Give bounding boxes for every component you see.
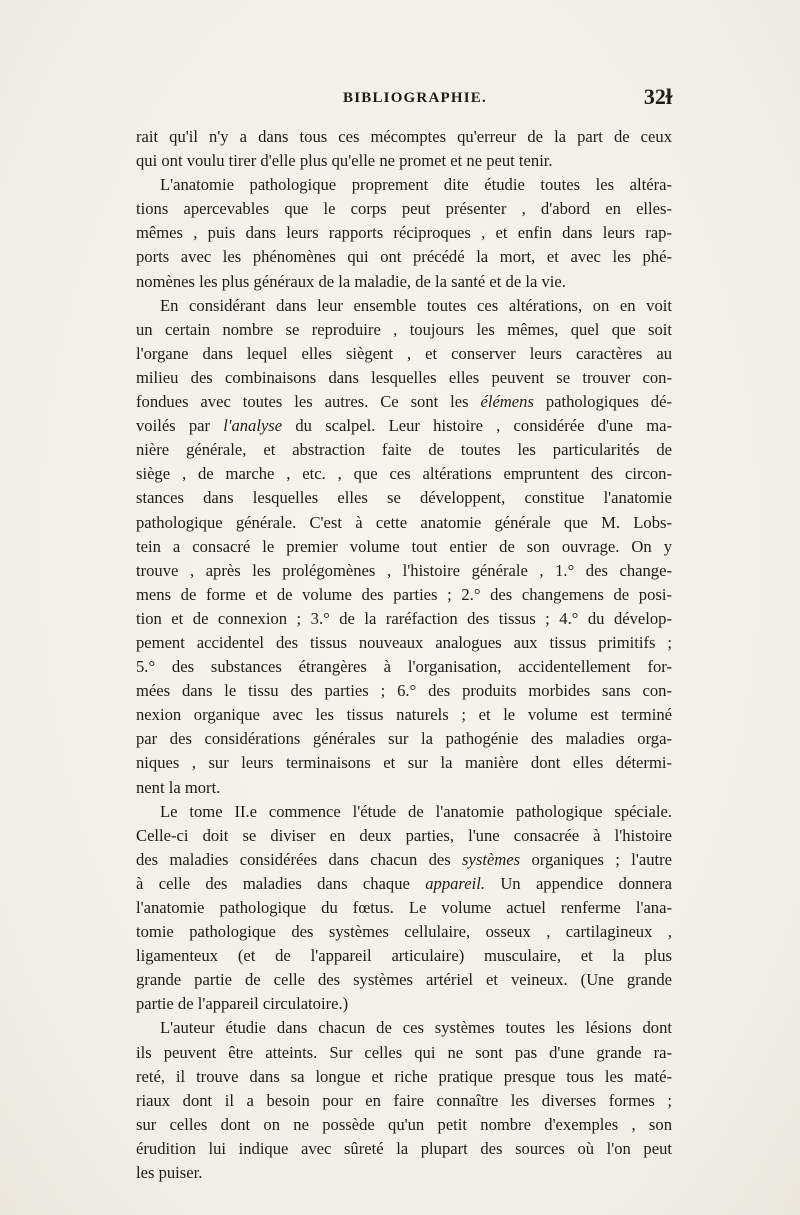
text-line: mens de forme et de volume des parties ; 2.° des changemens de posi- (136, 584, 672, 604)
text-line: voilés par l'analyse du scalpel. Leur histoire , considérée d'une ma- (136, 416, 672, 436)
running-head: BIBLIOGRAPHIE. (343, 90, 487, 106)
text-line: tions apercevables que le corps peut présenter , d'abord en elles- (136, 199, 672, 219)
text-line: niques , sur leurs terminaisons et sur la manière dont elles détermi- (136, 753, 672, 773)
text-line: l'anatomie pathologique du fœtus. Le volume actuel renferme l'ana- (136, 898, 672, 917)
paragraph (136, 294, 672, 800)
paragraph (136, 1016, 672, 1185)
text-line: un certain nombre se reproduire , toujours les mêmes, quel que soit (136, 319, 672, 339)
text-line: siège , de marche , etc. , que ces altérations empruntent des circon- (136, 464, 672, 484)
text-line: par des considérations générales sur la pathogénie des maladies orga- (136, 729, 672, 749)
text-line: les puiser. (136, 1163, 203, 1183)
text-line: pathologique générale. C'est à cette anatomie générale que M. Lobs- (136, 512, 672, 532)
paragraph (136, 125, 672, 173)
text-line: Le tome II.e commence l'étude de l'anatomie pathologique spéciale. (160, 801, 672, 821)
text-line: nent la mort. (136, 777, 221, 797)
text-line: à celle des maladies dans chaque appareil. Un appendice donnera (136, 873, 672, 893)
text-line: mêmes , puis dans leurs rapports réciproques , et enfin dans leurs rap- (136, 223, 672, 243)
text-line: rait qu'il n'y a dans tous ces mécomptes qu'erreur de la part de ceux (136, 127, 672, 146)
text-line: ports avec les phénomènes qui ont précédé la mort, et avec les phé- (136, 247, 672, 267)
paragraph (136, 800, 672, 1017)
text-line: mées dans le tissu des parties ; 6.° des produits morbides sans con- (136, 681, 672, 701)
text-line: tomie pathologique des systèmes cellulaire, osseux , cartilagineux , (136, 922, 672, 942)
text-line: érudition lui indique avec sûreté la plupart des sources où l'on peut (136, 1138, 672, 1158)
text-line: En considérant dans leur ensemble toutes ces altérations, on en voit (160, 295, 672, 315)
text-line: milieu des combinaisons dans lesquelles elles peuvent se trouver con- (136, 367, 672, 387)
text-line: des maladies considérées dans chacun des systèmes organiques ; l'autre (136, 849, 672, 869)
text-line: partie de l'appareil circulatoire.) (136, 994, 349, 1014)
text-line: 5.° des substances étrangères à l'organisation, accidentellement for- (136, 657, 672, 677)
body-text (136, 125, 672, 1185)
paragraph (136, 173, 672, 293)
text-line: fondues avec toutes les autres. Ce sont les élémens pathologiques dé- (136, 392, 672, 412)
text-line: stances dans lesquelles elles se développent, constitue l'anatomie (136, 488, 672, 508)
text-line: L'auteur étudie dans chacun de ces systèmes toutes les lésions dont (160, 1018, 672, 1038)
text-line: Celle-ci doit se diviser en deux parties, l'une consacrée à l'histoire (136, 825, 672, 845)
page-header (137, 84, 672, 114)
text-line: ils peuvent être atteints. Sur celles qui ne sont pas d'une grande ra- (136, 1042, 672, 1062)
text-line: qui ont voulu tirer d'elle plus qu'elle ne promet et ne peut tenir. (136, 151, 553, 171)
text-line: tion et de connexion ; 3.° de la raréfaction des tissus ; 4.° du dévelop- (136, 608, 672, 628)
text-line: nexion organique avec les tissus naturels ; et le volume est terminé (136, 705, 672, 725)
text-line: grande partie de celle des systèmes artériel et veineux. (Une grande (136, 970, 672, 990)
text-line: trouve , après les prolégomènes , l'histoire générale , 1.° des change- (136, 560, 672, 580)
page-number: 32ɫ (643, 84, 672, 109)
text-line: l'organe dans lequel elles siègent , et conserver leurs caractères au (136, 343, 672, 363)
text-line: riaux dont il a besoin pour en faire connaître les diverses formes ; (136, 1090, 672, 1110)
text-line: reté, il trouve dans sa longue et riche pratique presque tous les maté- (136, 1066, 672, 1086)
text-line: ligamenteux (et de l'appareil articulaire) musculaire, et la plus (136, 946, 672, 966)
text-line: nière générale, et abstraction faite de toutes les particularités de (136, 440, 672, 460)
text-line: tein a consacré le premier volume tout entier de son ouvrage. On y (136, 536, 672, 556)
text-line: nomènes les plus généraux de la maladie, de la santé et de la vie. (136, 271, 566, 291)
text-line: sur celles dont on ne possède qu'un petit nombre d'exemples , son (136, 1114, 672, 1134)
text-line: pement accidentel des tissus nouveaux analogues aux tissus primitifs ; (136, 632, 672, 652)
text-line: L'anatomie pathologique proprement dite étudie toutes les altéra- (160, 175, 672, 195)
